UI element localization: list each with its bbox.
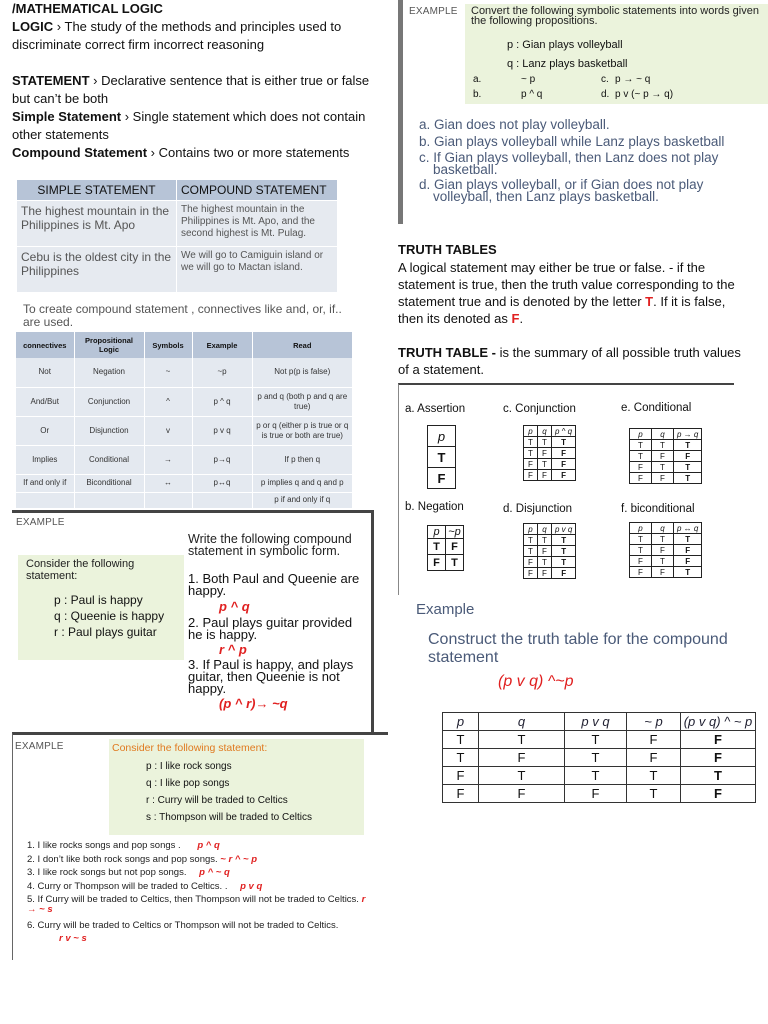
example2-prop-s: s : Thompson will be traded to Celtics: [146, 812, 313, 823]
tt-biconditional-label: [621, 503, 695, 515]
convert-answer: c. If Gian plays volleyball, then Lanz does not play basketball.: [419, 150, 719, 177]
conn-cell: If p then q: [252, 445, 353, 474]
conn-header-logic: Propositional Logic: [74, 332, 144, 358]
tt-biconditional-name: biconditional: [630, 503, 695, 515]
convert-label: EXAMPLE: [409, 6, 458, 17]
tt-cell: F: [428, 468, 456, 489]
truth-paragraph-part2: . If it is false, then its denoted as: [398, 294, 726, 326]
sc-header-simple: SIMPLE STATEMENT: [17, 180, 177, 201]
tt-cell: T: [652, 462, 674, 473]
conn-cell: Conditional: [74, 445, 144, 474]
tt-cell: T: [552, 546, 576, 557]
convert-prop-q: q : Lanz plays basketball: [507, 58, 628, 70]
truth-paragraph-part1: A logical statement may either be true or false. - if the statement is true, then the truth value corresponding to the statement true and is denoted by the letter: [398, 260, 735, 309]
tt-cell: T: [627, 785, 681, 803]
intro-text-block: [12, 0, 377, 162]
tt-cell: T: [674, 462, 702, 473]
example2-item-text: 4. Curry or Thompson will be traded to Celtics. .: [27, 880, 228, 892]
tt-cell: T: [630, 545, 652, 556]
conn-cell: Negation: [74, 358, 144, 387]
tt-conditional-letter: e.: [621, 402, 631, 414]
tt-cell: T: [552, 557, 576, 568]
tt-cell: T: [674, 440, 702, 451]
tt-cell: p: [428, 526, 446, 539]
truth-tables-section: [398, 241, 748, 378]
tt-cell: F: [538, 546, 552, 557]
sc-row1-compound: The highest mountain in the Philippines is Mt. Apo, and the second highest is Mt. Pulag.: [177, 201, 338, 247]
tt-cell: T: [479, 731, 565, 749]
tt-cell: F: [652, 451, 674, 462]
conn-row: [16, 474, 353, 492]
logic-separator: ›: [53, 19, 65, 34]
statement-def: Declarative sentence that is either true or false but can’t be both: [12, 73, 370, 106]
tt-cell: F: [630, 567, 652, 578]
tt-cell: T: [524, 546, 538, 557]
tt-conjunction: [523, 425, 576, 481]
tt-negation: [427, 525, 464, 571]
tt-cell: p v q: [552, 524, 576, 535]
page-heading: /MATHEMATICAL LOGIC: [12, 1, 163, 16]
example2-panel: [12, 732, 388, 960]
example2-prop-p: p : I like rock songs: [146, 761, 232, 772]
tt-cell: p: [630, 523, 652, 534]
tt-cell: F: [552, 459, 576, 470]
statement-term: STATEMENT: [12, 73, 90, 88]
conn-cell: Implies: [16, 445, 74, 474]
example2-consider-box: [109, 739, 364, 835]
example2-item-text: 1. I like rocks songs and pop songs .: [27, 840, 181, 851]
connectives-table: [16, 332, 353, 509]
conn-header-symbols: Symbols: [144, 332, 192, 358]
example2-prop-q: q : I like pop songs: [146, 778, 230, 789]
tt-cell: T: [538, 557, 552, 568]
example2-answer: p v q: [240, 880, 263, 892]
example1-answer3: (p ^ r)→ ~q: [219, 696, 288, 711]
tt-cell: F: [674, 556, 702, 567]
sc-row2-simple: Cebu is the oldest city in the Philippines: [17, 247, 177, 293]
conn-row: [16, 416, 353, 445]
tt-cell: T: [428, 539, 446, 555]
tt-cell: F: [538, 568, 552, 579]
tt-disjunction-label: [503, 503, 572, 515]
tt-cell: F: [446, 539, 464, 555]
tt-cell: p ↔ q: [674, 523, 702, 534]
logic-def: The study of the methods and principles used to discriminate correct firm incorrect reasoning: [12, 19, 342, 52]
example1-prop-r: r : Paul plays guitar: [54, 625, 157, 639]
table-row: [443, 749, 756, 767]
construct-example-instruction: Construct the truth table for the compound statement: [428, 631, 728, 666]
truth-table-term: TRUTH TABLE -: [398, 345, 496, 360]
tt-cell: F: [627, 731, 681, 749]
convert-symbol-d: p v (~ p → q): [615, 89, 674, 100]
tt-cell: F: [630, 462, 652, 473]
tt-conditional-name: Conditional: [633, 402, 692, 414]
simple-compound-table: [16, 179, 338, 293]
conn-cell: If and only if: [16, 474, 74, 492]
convert-symbol-b-label: b.: [473, 89, 482, 100]
example2-answer: p ^ ~ q: [199, 867, 230, 879]
tt-cell: T: [627, 767, 681, 785]
example1-instruction: Write the following compound statement in symbolic form.: [188, 532, 352, 558]
construct-example-label: Example: [416, 601, 475, 618]
conn-cell: ↔: [144, 474, 192, 492]
tt-cell: F: [524, 557, 538, 568]
tt-cell: T: [565, 731, 627, 749]
tt-cell: F: [652, 473, 674, 484]
tt-cell: F: [479, 785, 565, 803]
logic-definition: [12, 18, 377, 54]
tt-header-p: p: [443, 713, 479, 731]
tt-cell: T: [524, 448, 538, 459]
example2-item: [27, 853, 377, 867]
conn-cell: Biconditional: [74, 474, 144, 492]
conn-cell: [16, 492, 74, 508]
convert-instruction: Convert the following symbolic statements into words given the following propositions.: [471, 5, 759, 27]
tt-cell: F: [479, 749, 565, 767]
compound-separator: ›: [147, 145, 159, 160]
tt-cell: F: [565, 785, 627, 803]
conn-cell: p↔q: [192, 474, 252, 492]
example2-item-text: 5. If Curry will be traded to Celtics, then Thompson will not be traded to Celtics.: [27, 894, 359, 906]
tt-cell: F: [630, 556, 652, 567]
truth-table-def: is the summary of all possible truth values of a statement.: [398, 345, 741, 377]
tt-cell: T: [674, 473, 702, 484]
table-row: [443, 785, 756, 803]
construct-example-expression: (p v q) ^~p: [498, 673, 574, 690]
tt-cell: q: [652, 523, 674, 534]
convert-symbol-c-label: c.: [601, 74, 609, 85]
tt-negation-name: Negation: [417, 501, 464, 513]
example1-panel: [12, 510, 374, 732]
tt-cell: T: [524, 437, 538, 448]
example2-answer: p ^ q: [197, 840, 220, 851]
conn-cell: p v q: [192, 416, 252, 445]
tt-conjunction-name: Conjunction: [515, 403, 576, 415]
tt-disjunction-letter: d.: [503, 503, 513, 515]
truth-tables-paragraph: [398, 259, 748, 327]
conn-cell: And/But: [16, 387, 74, 416]
tt-cell: F: [627, 749, 681, 767]
tt-cell: T: [443, 731, 479, 749]
example2-item: [27, 895, 377, 915]
tt-cell: T: [674, 567, 702, 578]
example2-answer: r v ~ s: [59, 933, 87, 945]
convert-answers: [419, 118, 764, 203]
conn-cell: Conjunction: [74, 387, 144, 416]
tt-conditional-label: [621, 402, 691, 414]
example1-consider: Consider the following statement:: [26, 558, 135, 582]
example2-item: [27, 839, 377, 853]
example1-item2: 2. Paul plays guitar provided he is happy.: [188, 615, 353, 642]
example2-item: [27, 866, 377, 880]
example2-item: [27, 919, 377, 945]
tt-cell: F: [681, 749, 756, 767]
tt-cell: T: [538, 535, 552, 546]
convert-symbol-b: p ^ q: [521, 89, 543, 100]
tt-cell: T: [446, 555, 464, 571]
tt-cell: p: [428, 426, 456, 447]
conn-cell: [192, 492, 252, 508]
connectives-intro: To create compound statement , connectives like and, or, if.. are used.: [23, 302, 342, 329]
tt-disjunction-name: Disjunction: [515, 503, 573, 515]
conn-row: [16, 387, 353, 416]
conn-header-read: Read: [252, 332, 353, 358]
tt-cell: T: [538, 459, 552, 470]
convert-prop-p: p : Gian plays volleyball: [507, 39, 623, 51]
conn-cell: ^: [144, 387, 192, 416]
example1-item3: 3. If Paul is happy, and plays guitar, then Queenie is not happy.: [188, 657, 354, 696]
example2-item-text: 3. I like rock songs but not pop songs.: [27, 867, 187, 879]
conn-cell: p implies q and q and p: [252, 474, 353, 492]
example1-prop-p: p : Paul is happy: [54, 593, 143, 607]
tt-cell: T: [630, 534, 652, 545]
conn-cell: p and q (both p and q are true): [252, 387, 353, 416]
tt-cell: F: [538, 470, 552, 481]
tt-cell: T: [565, 749, 627, 767]
tt-assertion: [427, 425, 456, 489]
tt-cell: p: [524, 426, 538, 437]
tt-assertion-letter: a.: [405, 403, 415, 415]
tt-conjunction-letter: c.: [503, 403, 512, 415]
tt-negation-label: [405, 501, 464, 513]
conn-cell: →: [144, 445, 192, 474]
example2-prop-r: r : Curry will be traded to Celtics: [146, 795, 288, 806]
example2-answer: ~ r ^ ~ p: [220, 853, 257, 865]
tt-cell: T: [652, 534, 674, 545]
example2-item: [27, 880, 377, 894]
tt-conditional: [629, 428, 702, 484]
tt-cell: F: [552, 568, 576, 579]
tt-cell: T: [552, 437, 576, 448]
tt-cell: p: [524, 524, 538, 535]
example1-consider-box: [18, 555, 184, 660]
tt-cell: T: [681, 767, 756, 785]
tt-cell: T: [630, 440, 652, 451]
convert-symbol-a: ~ p: [521, 74, 536, 85]
table-row: [443, 767, 756, 785]
tt-cell: T: [565, 767, 627, 785]
compound-statement-definition: [12, 144, 377, 162]
tt-header-pvq: p v q: [565, 713, 627, 731]
tt-cell: T: [630, 451, 652, 462]
convert-answer: a. Gian does not play volleyball.: [419, 117, 610, 132]
tt-cell: T: [652, 556, 674, 567]
simple-def: Single statement which does not contain other statements: [12, 109, 366, 142]
tt-assertion-label: [405, 403, 465, 415]
tt-cell: F: [443, 767, 479, 785]
tt-cell: F: [524, 459, 538, 470]
example2-item-text: 6. Curry will be traded to Celtics or Thompson will not be traded to Celtics.: [27, 920, 339, 932]
tt-header-q: q: [479, 713, 565, 731]
conn-cell: ~: [144, 358, 192, 387]
statement-separator: ›: [89, 73, 102, 88]
tt-cell: F: [524, 568, 538, 579]
conn-cell: p→q: [192, 445, 252, 474]
example2-label: EXAMPLE: [15, 741, 64, 752]
conn-cell: Not p(p is false): [252, 358, 353, 387]
example2-item-text: 2. I don’t like both rock songs and pop songs.: [27, 853, 218, 865]
truth-table-definition: [398, 344, 748, 378]
tt-cell: F: [674, 451, 702, 462]
conn-cell: p if and only if q: [252, 492, 353, 508]
tt-cell: T: [552, 535, 576, 546]
tt-assertion-name: Assertion: [417, 403, 466, 415]
example2-list: [27, 839, 377, 945]
sc-row1-simple: The highest mountain in the Philippines is Mt. Apo: [17, 201, 177, 247]
simple-separator: ›: [121, 109, 133, 124]
simple-statement-definition: [12, 108, 377, 144]
tt-disjunction: [523, 523, 576, 579]
construct-truth-table: [442, 712, 756, 803]
example1-answer1: p ^ q: [219, 599, 250, 614]
tt-cell: F: [538, 448, 552, 459]
conn-cell: v: [144, 416, 192, 445]
convert-answer: d. Gian plays volleyball, or if Gian does not play volleyball, then Lanz plays basketball.: [419, 177, 704, 204]
conn-row: [16, 445, 353, 474]
truth-tables-title: TRUTH TABLES: [398, 242, 497, 257]
basic-truth-tables-panel: [398, 383, 734, 595]
tt-header-notp: ~ p: [627, 713, 681, 731]
statement-definition: [12, 72, 377, 108]
tt-cell: T: [652, 440, 674, 451]
truth-letter-t: T: [645, 294, 654, 309]
convert-symbol-c: p → ~ q: [615, 74, 651, 85]
conn-cell: p or q (either p is true or q is true or both are true): [252, 416, 353, 445]
tt-cell: F: [443, 785, 479, 803]
example1-label: EXAMPLE: [16, 517, 65, 528]
tt-cell: T: [538, 437, 552, 448]
tt-cell: q: [538, 524, 552, 535]
tt-cell: T: [428, 447, 456, 468]
tt-conjunction-label: [503, 403, 576, 415]
tt-cell: F: [652, 545, 674, 556]
tt-cell: T: [443, 749, 479, 767]
convert-example-panel: [398, 0, 768, 224]
tt-cell: F: [524, 470, 538, 481]
conn-cell: Not: [16, 358, 74, 387]
tt-negation-letter: b.: [405, 501, 415, 513]
tt-cell: T: [674, 534, 702, 545]
table-row: [443, 731, 756, 749]
tt-cell: p ^ q: [552, 426, 576, 437]
example2-consider: Consider the following statement:: [112, 742, 268, 754]
sc-row2-compound: We will go to Camiguin island or we will go to Mactan island.: [177, 247, 338, 293]
tt-cell: p → q: [674, 429, 702, 440]
compound-def: Contains two or more statements: [158, 145, 350, 160]
convert-answer: b. Gian plays volleyball while Lanz plays basketball: [419, 134, 725, 149]
conn-cell: Or: [16, 416, 74, 445]
conn-header-connectives: connectives: [16, 332, 74, 358]
example1-item1: 1. Both Paul and Queenie are happy.: [188, 571, 360, 598]
tt-cell: T: [479, 767, 565, 785]
truth-letter-f: F: [511, 311, 520, 326]
conn-cell: p ^ q: [192, 387, 252, 416]
tt-cell: T: [524, 535, 538, 546]
tt-cell: F: [681, 785, 756, 803]
tt-cell: q: [538, 426, 552, 437]
logic-term: LOGIC: [12, 19, 54, 34]
conn-cell: [144, 492, 192, 508]
tt-cell: F: [552, 470, 576, 481]
conn-cell: [74, 492, 144, 508]
tt-cell: F: [630, 473, 652, 484]
convert-symbol-a-label: a.: [473, 74, 482, 85]
compound-term: Compound Statement: [12, 145, 148, 160]
example1-prop-q: q : Queenie is happy: [54, 609, 165, 623]
conn-row: [16, 492, 353, 508]
tt-cell: F: [552, 448, 576, 459]
example2-answer: r → ~ s: [27, 894, 366, 916]
convert-symbol-d-label: d.: [601, 89, 610, 100]
tt-header-result: (p v q) ^ ~ p: [681, 713, 756, 731]
example1-answer2: r ^ p: [219, 642, 247, 657]
tt-cell: F: [674, 545, 702, 556]
conn-cell: ~p: [192, 358, 252, 387]
tt-cell: F: [681, 731, 756, 749]
conn-header-example: Example: [192, 332, 252, 358]
tt-cell: F: [652, 567, 674, 578]
tt-cell: p: [630, 429, 652, 440]
conn-row: [16, 358, 353, 387]
sc-header-compound: COMPOUND STATEMENT: [177, 180, 338, 201]
tt-cell: ~p: [446, 526, 464, 539]
tt-biconditional: [629, 522, 702, 578]
tt-cell: q: [652, 429, 674, 440]
truth-paragraph-part3: .: [519, 311, 524, 326]
conn-cell: Disjunction: [74, 416, 144, 445]
tt-cell: F: [428, 555, 446, 571]
simple-term: Simple Statement: [12, 109, 122, 124]
tt-biconditional-letter: f.: [621, 503, 628, 515]
